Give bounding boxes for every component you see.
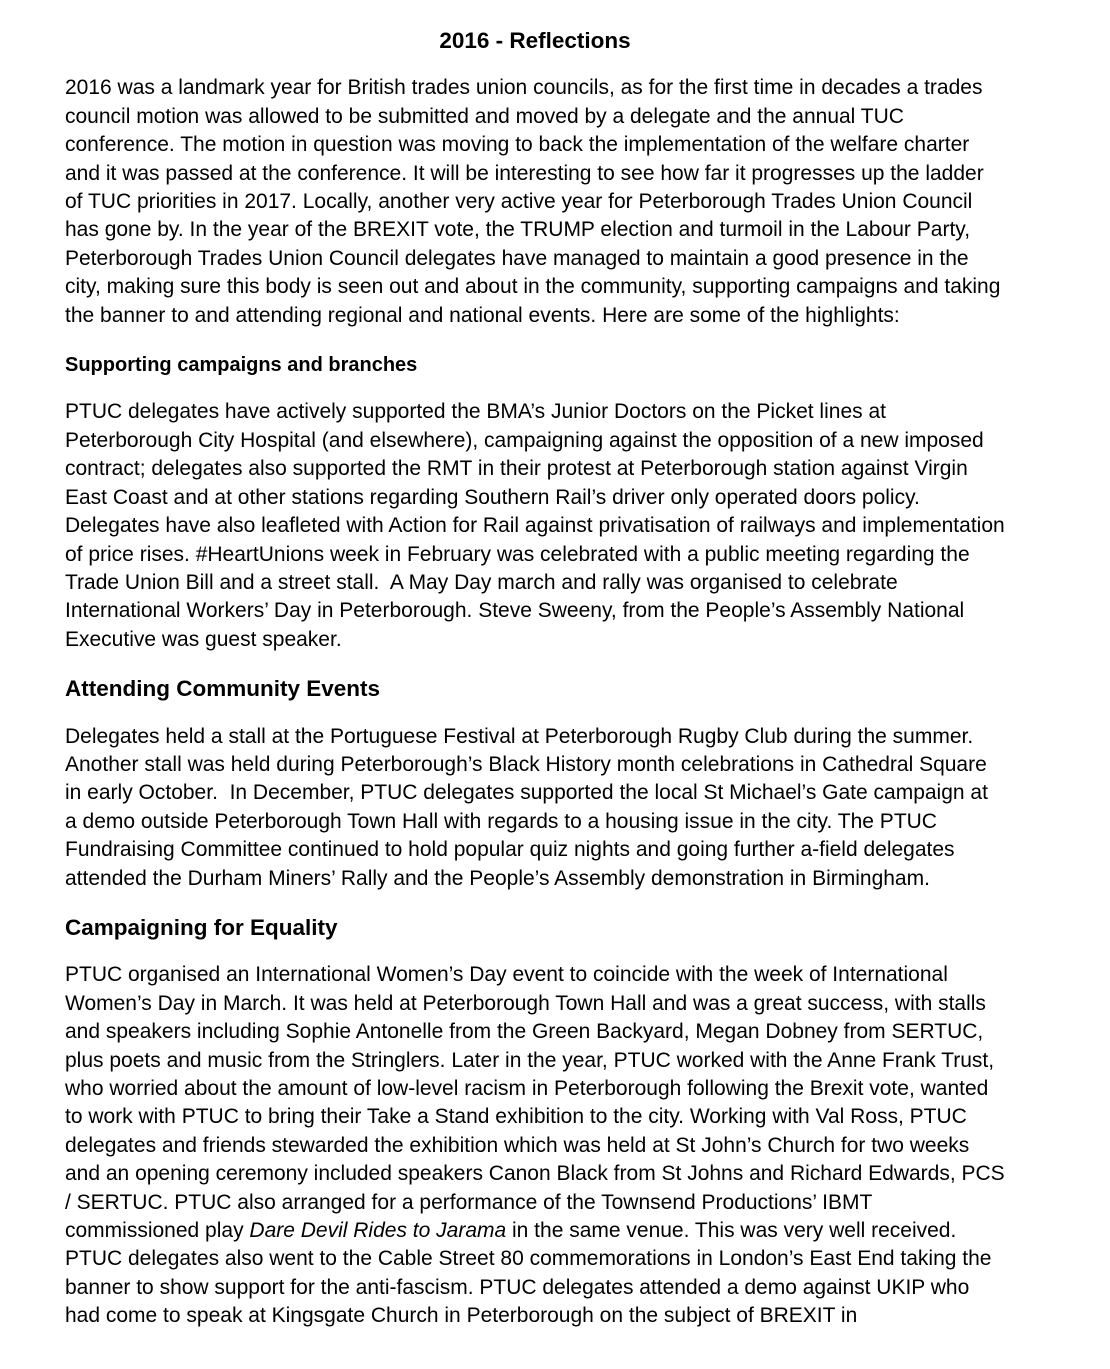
intro-paragraph: 2016 was a landmark year for British trades union councils, as for the first time in decades a trades council motion was allowed to be submitted and moved by a delegate and the annual TUC conference. The motion in question was moving to back the implementation of the welfare charter and it was passed at the conference. It will be interesting to see how far it progresses up the ladder of TUC priorities in 2017. Locally, another very active year for Peterborough Trades Union Council has gone by. In the year of the BREXIT vote, the TRUMP election and turmoil in the Labour Party, Peterborough Trades Union Council delegates have managed to maintain a good presence in the city, making sure this body is seen out and about in the community, supporting campaigns and taking the banner to and attending regional and national events. Here are some of the highlights: — [65, 76, 1007, 327]
section-body-campaigning-equality — [65, 961, 1011, 1330]
play-title-italic: Dare Devil Rides to Jarama — [249, 1219, 507, 1243]
document-title: 2016 - Reflections — [439, 28, 631, 53]
section-body-community-events: Delegates held a stall at the Portuguese Festival at Peterborough Rugby Club during the summer. Another stall was held during Peterborough’s Black History month celebrations in Cathedral Square in early October. In December, PTUC delegates supported the local St Michael’s Gate campaign at a demo outside Peterborough Town Hall with regards to a housing issue in the city. The PTUC Fundraising Committee continued to hold popular quiz nights and going further a-field delegates attended the Durham Miners’ Rally and the People’s Assembly demonstration in Birmingham. — [65, 724, 994, 890]
section-body-supporting-campaigns: PTUC delegates have actively supported the BMA’s Junior Doctors on the Picket lines at Peterborough City Hospital (and elsewhere), campaigning against the opposition of a new imposed contract; delegates also supported the RMT in their protest at Peterborough station against Virgin East Coast and at other stations regarding Southern Rail’s driver only operated doors policy. Delegates have also leafleted with Action for Rail against privatisation of railways and implementation of price rises. #HeartUnions week in February was celebrated with a public meeting regarding the Trade Union Bill and a street stall. A May Day march and rally was organised to celebrate International Workers’ Day in Peterborough. Steve Sweeny, from the People’s Assembly National Executive was guest speaker. — [65, 400, 1011, 651]
equality-text-after-play-title: in the same venue. This was very well received. PTUC delegates also went to the Cable Street 80 commemorations in London’s East End taking the banner to show support for the anti-fascism. PTUC delegates attended a demo against UKIP who had come to speak at Kingsgate Church in Peterborough on the subject of BREXIT in — [65, 1219, 998, 1328]
section-heading-supporting-campaigns: Supporting campaigns and branches — [65, 354, 418, 377]
equality-text-before-play-title: PTUC organised an International Women’s Day event to coincide with the week of International Women’s Day in March. It was held at Peterborough Town Hall and was a great success, with stalls and speakers including Sophie Antonelle from the Green Backyard, Megan Dobney from SERTUC, plus poets and music from the Stringlers. Later in the year, PTUC worked with the Anne Frank Trust, who worried about the amount of low-level racism in Peterborough following the Brexit vote, wanted to work with PTUC to bring their Take a Stand exhibition to the city. Working with Val Ross, PTUC delegates and friends stewarded the exhibition which was held at St John’s Church for two weeks and an opening ceremony included speakers Canon Black from St Johns and Richard Edwards, PCS / SERTUC. PTUC also arranged for a performance of the Townsend Productions’ IBMT commissioned play — [65, 963, 1011, 1243]
section-heading-campaigning-equality: Campaigning for Equality — [65, 914, 338, 940]
section-heading-community-events: Attending Community Events — [65, 676, 381, 702]
